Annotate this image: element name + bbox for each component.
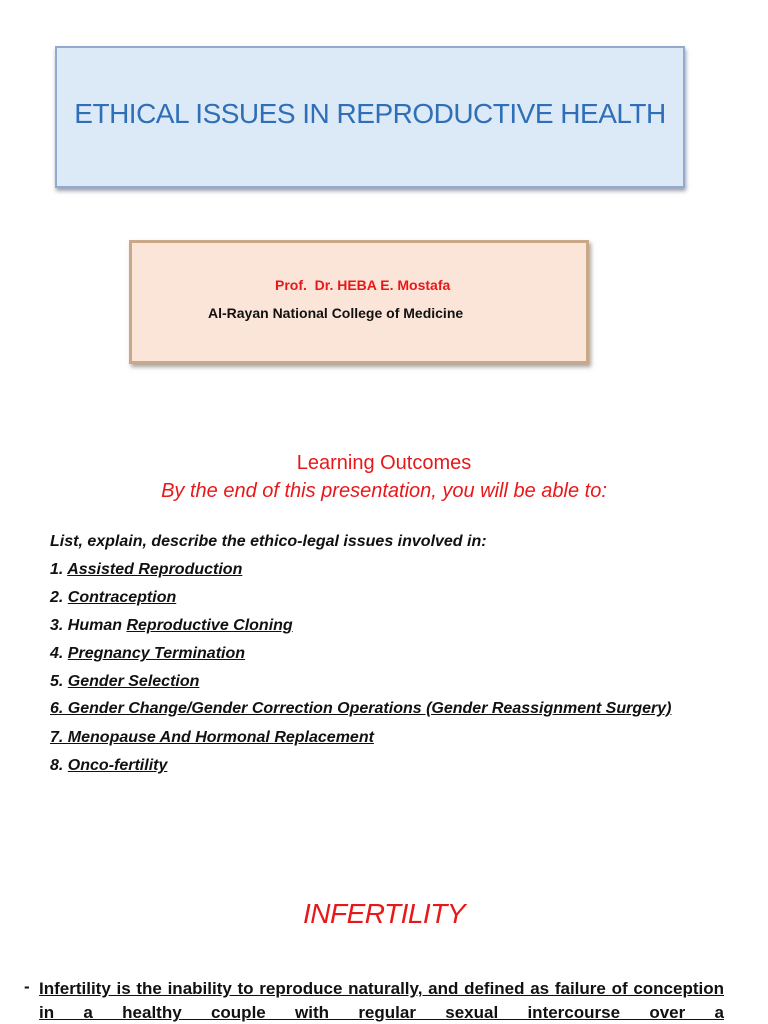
outcome-prefix: 4. [50, 645, 68, 662]
outcome-prefix: 8. [50, 757, 68, 774]
outcome-item [50, 756, 690, 776]
outcome-text: Reproductive Cloning [126, 617, 293, 634]
outcome-item [50, 644, 690, 664]
author-name: Prof. Dr. HEBA E. Mostafa [275, 277, 451, 293]
outcome-item [50, 588, 690, 608]
learning-outcomes-heading: Learning Outcomes [296, 452, 472, 474]
outcome-prefix: 3. Human [50, 617, 127, 634]
bullet-dash: - [24, 977, 30, 996]
outcome-prefix: 1. [50, 561, 68, 578]
outcome-prefix: 2. [50, 589, 68, 606]
title-box [55, 46, 685, 188]
outcome-item [50, 672, 690, 692]
outcome-text: Assisted Reproduction [67, 561, 243, 578]
outcomes-list [50, 532, 690, 784]
learning-outcomes-subheading: By the end of this presentation, you will be able to: [161, 480, 607, 502]
author-college: Al-Rayan National College of Medicine [208, 305, 464, 321]
outcome-text: Contraception [67, 589, 177, 606]
outcome-prefix: 5. [50, 673, 68, 690]
outcome-item [50, 728, 690, 748]
outcome-text: Gender Selection [67, 673, 200, 690]
infertility-heading: INFERTILITY [302, 898, 465, 929]
outcome-text: 7. Menopause And Hormonal Replacement [50, 729, 374, 746]
infertility-definition: Infertility is the inability to reproduce naturally, and defined as failure of conception in a healthy couple with regular sexual intercourse over a [39, 979, 724, 1022]
outcome-item [50, 700, 690, 718]
outcome-item [50, 560, 690, 580]
outcomes-intro: List, explain, describe the ethico-legal issues involved in: [50, 533, 487, 550]
author-box [129, 240, 589, 364]
document-title: ETHICAL ISSUES IN REPRODUCTIVE HEALTH [74, 98, 666, 129]
outcome-text: Onco-fertility [67, 757, 168, 774]
outcome-text: 6. Gender Change/Gender Correction Operations (Gender Reassignment Surgery) [50, 700, 672, 717]
outcome-text: Pregnancy Termination [67, 645, 246, 662]
outcome-item [50, 616, 690, 636]
